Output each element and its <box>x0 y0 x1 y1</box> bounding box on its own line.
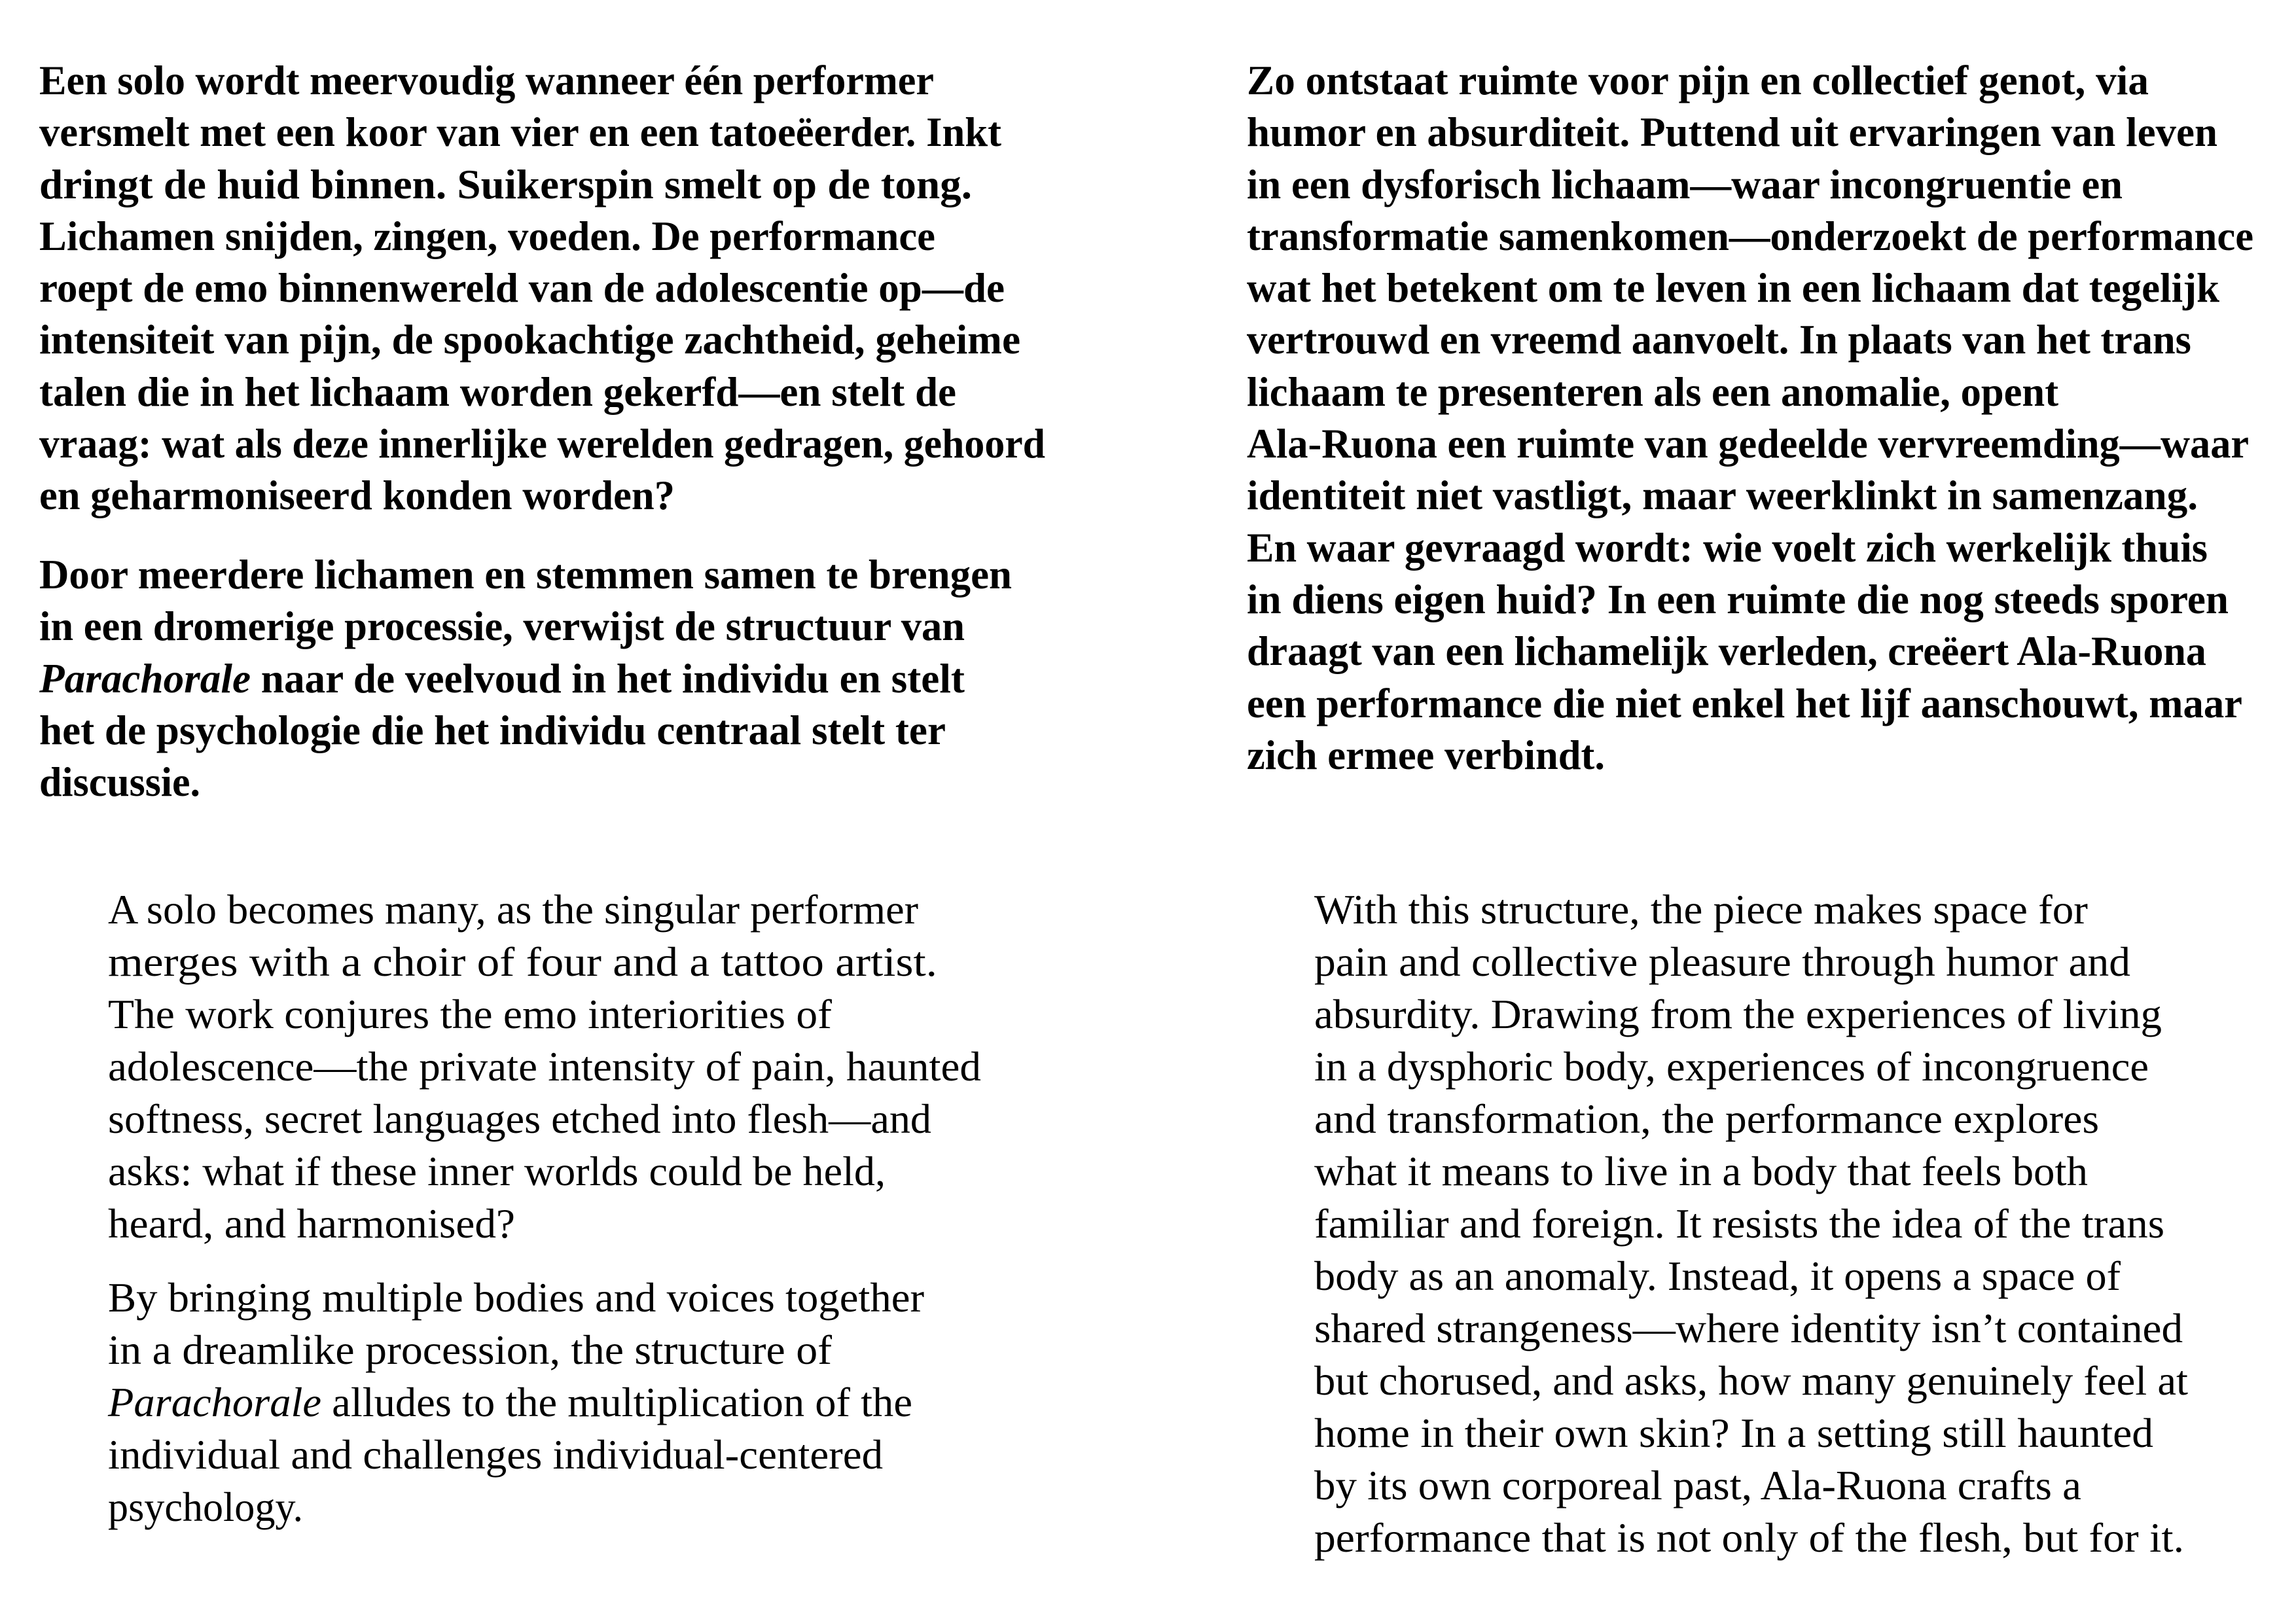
text-line <box>1314 938 2130 985</box>
text-line <box>108 1043 981 1090</box>
line-text: alludes to the multiplication of the <box>321 1378 912 1425</box>
text-line <box>1247 679 2243 726</box>
line-text: Een solo wordt meervoudig wanneer één performer <box>39 56 935 103</box>
text-line <box>1247 56 2149 103</box>
line-text: naar de veelvoud in het individu en stelt <box>251 654 965 702</box>
line-text: zich ermee verbindt. <box>1247 731 1605 778</box>
line-text: merges with a choir of four and a tattoo artist. <box>108 938 937 985</box>
text-line <box>39 56 935 103</box>
text-line <box>39 368 957 415</box>
text-line <box>39 654 965 702</box>
text-line <box>39 472 675 519</box>
work-title: Parachorale <box>108 1378 322 1425</box>
line-text: in een dysforisch lichaam—waar incongruentie en <box>1247 160 2123 207</box>
text-line <box>1314 1095 2100 1142</box>
line-text: psychology. <box>108 1483 304 1530</box>
text-line <box>39 706 946 753</box>
line-text: home in their own skin? In a setting still haunted <box>1314 1409 2154 1456</box>
text-line <box>108 1147 886 1194</box>
text-line <box>108 885 919 933</box>
text-line <box>1314 1461 2081 1508</box>
line-text: Ala-Ruona een ruimte van gedeelde vervreemding—waar <box>1247 420 2250 467</box>
text-line <box>1314 1357 2189 1404</box>
line-text: Lichamen snijden, zingen, voeden. De performance <box>39 212 935 259</box>
text-line <box>39 550 1012 597</box>
text-line <box>1314 1043 2149 1090</box>
text-line <box>108 1483 304 1530</box>
text-line <box>1247 731 1605 778</box>
line-text: and transformation, the performance explores <box>1314 1095 2100 1142</box>
text-line <box>39 420 1046 467</box>
line-text: familiar and foreign. It resists the idea of the trans <box>1314 1200 2165 1247</box>
line-text: heard, and harmonised? <box>108 1200 516 1247</box>
line-text: wat het betekent om te leven in een lichaam dat tegelijk <box>1247 264 2220 312</box>
text-line <box>108 1378 912 1425</box>
line-text: asks: what if these inner worlds could be held, <box>108 1147 886 1194</box>
text-line <box>108 938 937 985</box>
line-text: in a dysphoric body, experiences of incongruence <box>1314 1043 2149 1090</box>
text-line <box>1314 1304 2183 1351</box>
line-text: een performance die niet enkel het lijf aanschouwt, maar <box>1247 679 2243 726</box>
line-text: absurdity. Drawing from the experiences of living <box>1314 990 2162 1037</box>
text-line <box>1247 109 2218 156</box>
line-text: individual and challenges individual-centered <box>108 1431 884 1478</box>
text-line <box>1247 264 2220 312</box>
line-text: in a dreamlike procession, the structure of <box>108 1326 833 1373</box>
line-text: in een dromerige processie, verwijst de structuur van <box>39 603 965 650</box>
text-line <box>1314 885 2088 933</box>
text-line <box>1314 1409 2154 1456</box>
line-text: With this structure, the piece makes space for <box>1314 885 2088 933</box>
text-line <box>108 1431 884 1478</box>
line-text: pain and collective pleasure through humor and <box>1314 938 2130 985</box>
text-line <box>1314 1514 2184 1561</box>
text-line <box>39 316 1021 363</box>
text-line <box>39 758 200 806</box>
line-text: humor en absurditeit. Puttend uit ervaringen van leven <box>1247 109 2218 156</box>
text-line <box>108 1095 931 1142</box>
text-line <box>1314 1200 2165 1247</box>
line-text: Zo ontstaat ruimte voor pijn en collectief genot, via <box>1247 56 2149 103</box>
line-text: by its own corporeal past, Ala-Ruona crafts a <box>1314 1461 2081 1508</box>
line-text: identiteit niet vastligt, maar weerklinkt in samenzang. <box>1247 472 2198 519</box>
text-line <box>1314 1252 2121 1299</box>
text-line <box>1247 524 2208 571</box>
text-line <box>108 990 832 1037</box>
text-line <box>39 160 972 207</box>
text-line <box>108 1274 925 1321</box>
line-text: dringt de huid binnen. Suikerspin smelt op de tong. <box>39 160 972 207</box>
text-line <box>108 1326 833 1373</box>
line-text: shared strangeness—where identity isn’t contained <box>1314 1304 2183 1351</box>
line-text: but chorused, and asks, how many genuinely feel at <box>1314 1357 2189 1404</box>
text-line <box>1247 472 2198 519</box>
line-text: vraag: wat als deze innerlijke werelden gedragen, gehoord <box>39 420 1046 467</box>
work-title: Parachorale <box>39 654 251 702</box>
line-text: talen die in het lichaam worden gekerfd—en stelt de <box>39 368 957 415</box>
line-text: vertrouwd en vreemd aanvoelt. In plaats van het trans <box>1247 316 2191 363</box>
line-text: het de psychologie die het individu centraal stelt ter <box>39 706 946 753</box>
line-text: draagt van een lichamelijk verleden, creëert Ala-Ruona <box>1247 628 2206 675</box>
text-line <box>108 1200 516 1247</box>
text-line <box>1247 368 2059 415</box>
text-line <box>39 109 1001 156</box>
line-text: discussie. <box>39 758 200 806</box>
text-line <box>39 603 965 650</box>
line-text: performance that is not only of the flesh, but for it. <box>1314 1514 2184 1561</box>
text-line <box>39 264 1005 312</box>
line-text: By bringing multiple bodies and voices together <box>108 1274 925 1321</box>
line-text: what it means to live in a body that feels both <box>1314 1147 2088 1194</box>
line-text: transformatie samenkomen—onderzoekt de performance <box>1247 212 2254 259</box>
line-text: lichaam te presenteren als een anomalie, opent <box>1247 368 2059 415</box>
line-text: in diens eigen huid? In een ruimte die nog steeds sporen <box>1247 575 2229 622</box>
line-text: softness, secret languages etched into flesh—and <box>108 1095 931 1142</box>
line-text: en geharmoniseerd konden worden? <box>39 472 675 519</box>
line-text: intensiteit van pijn, de spookachtige zachtheid, geheime <box>39 316 1021 363</box>
line-text: adolescence—the private intensity of pain, haunted <box>108 1043 981 1090</box>
text-line <box>1247 316 2191 363</box>
text-line <box>39 212 935 259</box>
line-text: body as an anomaly. Instead, it opens a space of <box>1314 1252 2121 1299</box>
text-line <box>1247 575 2229 622</box>
text-line <box>1314 990 2162 1037</box>
line-text: A solo becomes many, as the singular performer <box>108 885 919 933</box>
line-text: Door meerdere lichamen en stemmen samen te brengen <box>39 550 1012 597</box>
text-line <box>1247 160 2123 207</box>
text-line <box>1247 628 2206 675</box>
text-line <box>1247 420 2250 467</box>
line-text: roept de emo binnenwereld van de adolescentie op—de <box>39 264 1005 312</box>
line-text: versmelt met een koor van vier en een tatoeëerder. Inkt <box>39 109 1001 156</box>
text-line <box>1314 1147 2088 1194</box>
line-text: En waar gevraagd wordt: wie voelt zich werkelijk thuis <box>1247 524 2208 571</box>
line-text: The work conjures the emo interiorities of <box>108 990 832 1037</box>
text-line <box>1247 212 2254 259</box>
